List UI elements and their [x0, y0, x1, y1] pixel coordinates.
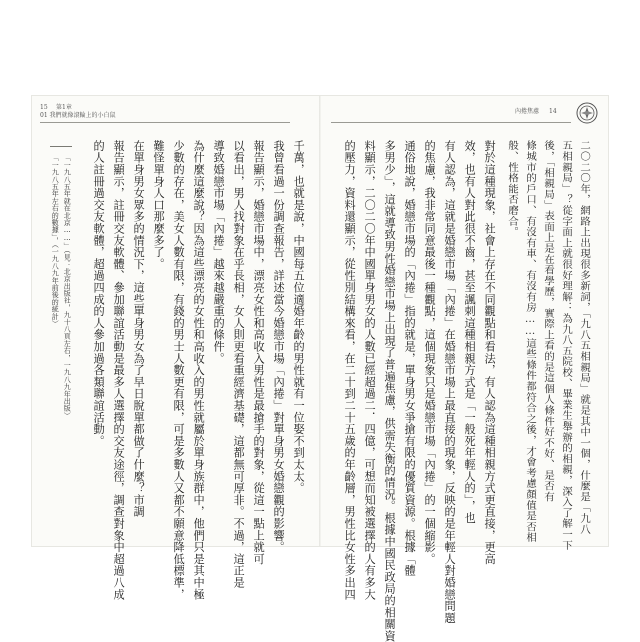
right-text-column: 多男少」，這就導致男性婚戀市場上出現了普遍焦慮，供需失衡的情況。根據中國民政局的相關資: [383, 140, 397, 642]
right-page-number: 14: [549, 108, 557, 115]
left-text-column: 報告顯示，婚戀市場中，漂亮女性和高收入男性是最搶手的對象，從這一點上就可: [252, 140, 266, 565]
left-chapter-label: 第1章: [56, 104, 72, 111]
right-text-column: 通俗地說，婚戀市場的「內捲」指的就是，單身男女爭搶有限的優質資源。根據「體: [403, 140, 417, 577]
right-text-column: 對於這種現象，社會上存在不同觀點和看法，有人認為這種相親方式更直接，更高: [483, 140, 497, 565]
footnote-separator: [50, 146, 72, 147]
publisher-seal-icon: [576, 102, 598, 124]
footnote: 「一九八五年左右的數據」，（一九八九年前後的統計）: [51, 154, 60, 327]
right-page: [321, 96, 608, 642]
left-header-rule: [40, 122, 290, 123]
left-text-column: 以看出，男人找對象在乎長相，女人則更看重經濟基礎，這都無可厚非。不過，這正是: [232, 140, 246, 589]
left-text-column: 在單身男女眾多的情況下，這些單身男女為了早日脫單都做了什麼？市調: [132, 140, 146, 518]
left-text-column: 我曾看過一份調查報告，詳述當今婚戀市場「內捲」對單身男女婚戀觀的影響。: [272, 140, 286, 553]
left-page: [32, 96, 319, 601]
quote-column: 二〇二〇年，網路上出現很多新詞，「九八五相親局」就是其中一個，什麼是「九八: [578, 140, 591, 535]
left-text-column: 報告顯示，註冊交友軟體、參加聯誼活動是最多人選擇的交友途徑，調查對象中超過八成: [112, 140, 126, 601]
book-spread: [32, 96, 608, 642]
right-text-column: 料顯示，二〇二〇年中國單身男女的人數已經超過二．四億，可想而知被選擇的人有多大: [363, 140, 377, 601]
right-text-column: 的焦慮，我非常同意最後一種觀點，這個現象只是婚戀市場「內捲」的一個縮影。: [423, 140, 437, 565]
left-text-column: 少數的存在，美女人數有限，有錢的男士人數更有限，可是多數人又都不願意降低標準，: [172, 140, 186, 601]
left-text-column: 為什麼這麼說？因為這些漂亮的女性和高收入的男性就屬於單身族群中，他們只是其中極: [192, 140, 206, 601]
quote-column: 五相親局」？從字面上就很好理解：為九八五院校、畢業生舉辦的相親，深入了解一下: [560, 140, 573, 551]
right-running-title: 內捲焦慮: [515, 108, 540, 115]
left-page-number: 15: [40, 104, 48, 111]
right-text-column: 的壓力，資料還顯示，從性別結構來看，在二十到二十五歲的年齡層，男性比女性多出四: [343, 140, 357, 601]
left-text-column: 千萬，也就是說，中國每五位適婚年齡的男性就有一位娶不到太太。: [292, 140, 306, 494]
right-text-column: 效，也有人對此很不齒，甚至諷刺這種相親方式是「一般死年輕人的」，也: [463, 140, 477, 524]
quote-column: 後，「相親局」表面上是在看學歷，實際上看的是這個人條件好不好、是否有: [542, 140, 555, 502]
quote-column: 條城市的戶口、有沒有車、有沒有房……這些條件都符合之後，才會考慮顏值是否相: [524, 140, 537, 543]
right-text-column: 有人認為，這就是婚戀市場「內捲」在婚戀市場上最直接的現象，反映的是年輕人對婚戀問題: [443, 140, 457, 624]
right-header-rule: [331, 122, 571, 123]
footnote: 「一九八五年就在北京……」（見：北京出版社，九十八頁左右，一九八九年出版）: [63, 154, 72, 419]
left-section-title: 01 我們就像滾輪上的小白鼠: [40, 112, 116, 119]
quote-column: 般、性格能否磨合。: [506, 140, 519, 238]
left-text-column: 的人註冊過交友軟體，超過四成的人參加過各類聯誼活動。: [92, 140, 106, 447]
left-text-column: 難怪單身人口那麼多了。: [152, 140, 166, 270]
left-text-column: 導致婚戀市場「內捲」越來越嚴重的條件。: [212, 140, 226, 365]
